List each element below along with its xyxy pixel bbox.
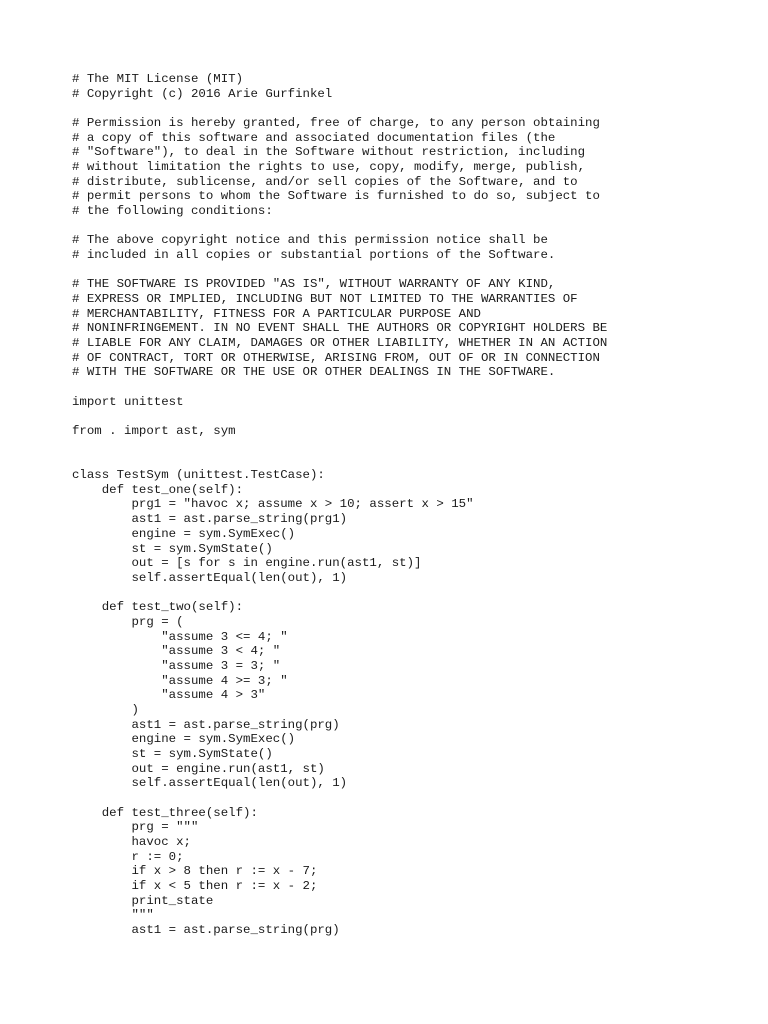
code-line: ast1 = ast.parse_string(prg)	[72, 922, 340, 937]
code-document	[72, 72, 752, 938]
code-line	[72, 791, 752, 806]
code-line: prg1 = "havoc x; assume x > 10; assert x > 15"	[72, 497, 474, 512]
code-line: def test_two(self):	[72, 600, 244, 615]
code-line: # OF CONTRACT, TORT OR OTHERWISE, ARISING FROM, OUT OF OR IN CONNECTION	[72, 350, 600, 365]
code-line: "assume 3 <= 4; "	[72, 629, 288, 644]
code-line: if x > 8 then r := x - 7;	[72, 864, 318, 879]
code-line: print_state	[72, 893, 214, 908]
code-line: engine = sym.SymExec()	[72, 526, 296, 541]
code-line: engine = sym.SymExec()	[72, 732, 296, 747]
code-line	[72, 439, 752, 454]
code-line: """	[72, 908, 154, 923]
code-line: "assume 3 = 3; "	[72, 658, 281, 673]
code-line: "assume 3 < 4; "	[72, 644, 281, 659]
code-line: st = sym.SymState()	[72, 746, 273, 761]
code-line: from . import ast, sym	[72, 424, 236, 439]
code-line: # MERCHANTABILITY, FITNESS FOR A PARTICULAR PURPOSE AND	[72, 306, 481, 321]
code-line: out = [s for s in engine.run(ast1, st)]	[72, 556, 422, 571]
code-line: havoc x;	[72, 834, 191, 849]
code-line	[72, 380, 752, 395]
code-line: # EXPRESS OR IMPLIED, INCLUDING BUT NOT LIMITED TO THE WARRANTIES OF	[72, 292, 578, 307]
code-line: r := 0;	[72, 849, 184, 864]
code-line: # WITH THE SOFTWARE OR THE USE OR OTHER DEALINGS IN THE SOFTWARE.	[72, 365, 556, 380]
code-line: # a copy of this software and associated documentation files (the	[72, 130, 556, 145]
code-line	[72, 453, 752, 468]
code-line: class TestSym (unittest.TestCase):	[72, 468, 325, 483]
code-line	[72, 586, 752, 601]
code-line: prg = """	[72, 820, 199, 835]
code-line: self.assertEqual(len(out), 1)	[72, 570, 348, 585]
code-line: # THE SOFTWARE IS PROVIDED "AS IS", WITHOUT WARRANTY OF ANY KIND,	[72, 277, 556, 292]
code-line: def test_one(self):	[72, 482, 244, 497]
code-line: # without limitation the rights to use, copy, modify, merge, publish,	[72, 160, 586, 175]
code-line: import unittest	[72, 394, 184, 409]
code-line	[72, 101, 752, 116]
code-line: # the following conditions:	[72, 204, 273, 219]
code-line: "assume 4 > 3"	[72, 688, 266, 703]
code-line: # NONINFRINGEMENT. IN NO EVENT SHALL THE AUTHORS OR COPYRIGHT HOLDERS BE	[72, 321, 608, 336]
code-line: # Permission is hereby granted, free of charge, to any person obtaining	[72, 116, 600, 131]
code-line: st = sym.SymState()	[72, 541, 273, 556]
code-line: ast1 = ast.parse_string(prg1)	[72, 512, 348, 527]
code-line: def test_three(self):	[72, 805, 258, 820]
code-line	[72, 409, 752, 424]
code-line: ast1 = ast.parse_string(prg)	[72, 717, 340, 732]
code-line	[72, 219, 752, 234]
code-line: if x < 5 then r := x - 2;	[72, 878, 318, 893]
code-line: )	[72, 702, 139, 717]
code-line: # The above copyright notice and this permission notice shall be	[72, 233, 548, 248]
code-line: prg = (	[72, 614, 184, 629]
code-line: "assume 4 >= 3; "	[72, 673, 288, 688]
code-line: self.assertEqual(len(out), 1)	[72, 776, 348, 791]
code-line: # included in all copies or substantial portions of the Software.	[72, 248, 556, 263]
code-line	[72, 263, 752, 278]
code-line: # LIABLE FOR ANY CLAIM, DAMAGES OR OTHER LIABILITY, WHETHER IN AN ACTION	[72, 336, 608, 351]
code-line: # permit persons to whom the Software is furnished to do so, subject to	[72, 189, 600, 204]
code-line: # "Software"), to deal in the Software without restriction, including	[72, 145, 586, 160]
code-line: # distribute, sublicense, and/or sell copies of the Software, and to	[72, 174, 578, 189]
code-line: out = engine.run(ast1, st)	[72, 761, 325, 776]
code-line: # Copyright (c) 2016 Arie Gurfinkel	[72, 86, 333, 101]
code-line: # The MIT License (MIT)	[72, 72, 244, 86]
